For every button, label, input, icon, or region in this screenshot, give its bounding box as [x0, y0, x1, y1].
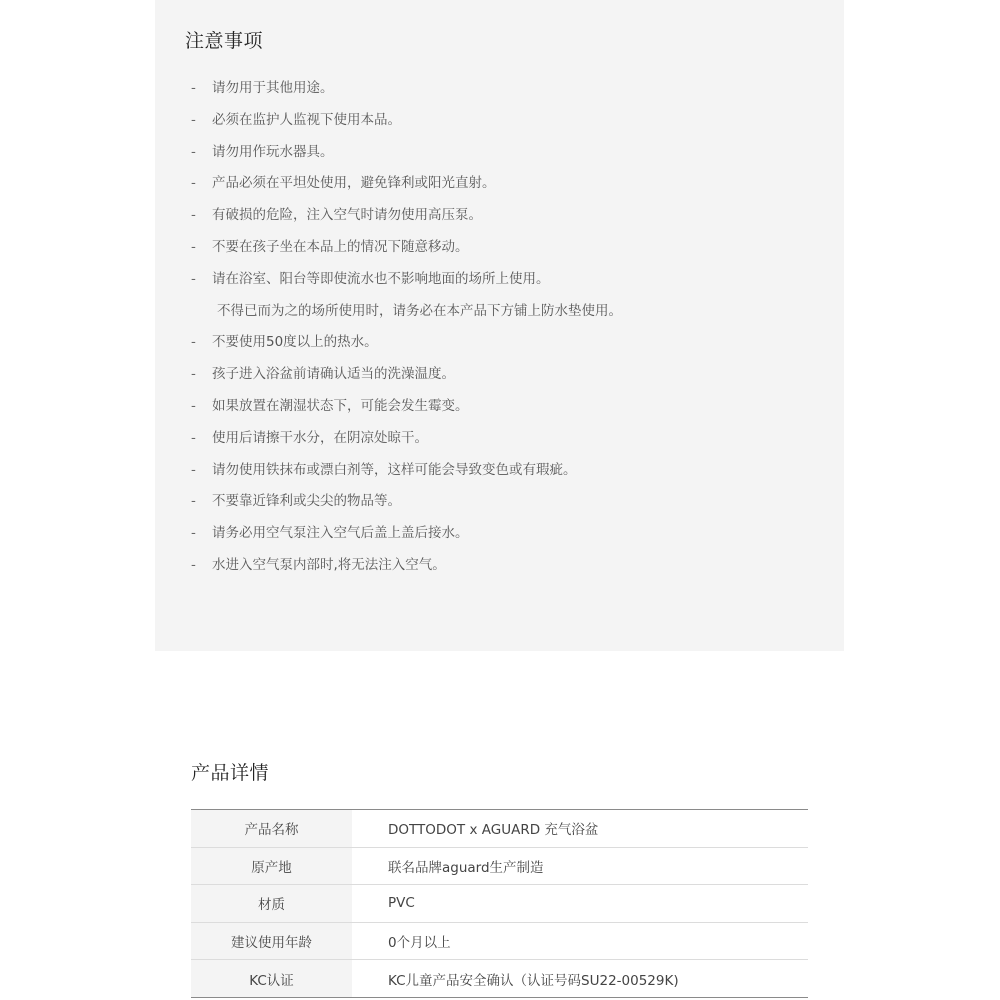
- notice-item-text: 请务必用空气泵注入空气后盖上盖后接水。: [212, 525, 469, 542]
- details-row-value: 0个月以上: [352, 922, 808, 960]
- notice-item-text: 有破损的危险，注入空气时请勿使用高压泵。: [212, 207, 482, 224]
- details-title: 产品详情: [191, 762, 270, 784]
- details-row-value: 联名品牌aguard生产制造: [352, 847, 808, 885]
- notice-item-text: 不要在孩子坐在本品上的情况下随意移动。: [212, 238, 469, 255]
- notice-item-text: 请在浴室、阳台等即使流水也不影响地面的场所上使用。: [212, 270, 550, 287]
- dash-bullet-icon: -: [191, 366, 196, 383]
- details-row-value: KC儿童产品安全确认（认证号码SU22-00529K): [352, 960, 808, 998]
- dash-bullet-icon: -: [191, 207, 196, 224]
- details-table-body: [191, 810, 808, 998]
- dash-bullet-icon: -: [191, 397, 196, 414]
- details-row-label: KC认证: [191, 960, 352, 998]
- dash-bullet-icon: -: [191, 80, 196, 96]
- dash-bullet-icon: -: [191, 525, 196, 542]
- notice-item-text: 不得已而为之的场所使用时，请务必在本产品下方铺上防水垫使用。: [217, 302, 622, 319]
- notice-item-text: 如果放置在潮湿状态下，可能会发生霉变。: [212, 397, 469, 414]
- notice-item-text: 必须在监护人监视下使用本品。: [212, 111, 401, 128]
- notice-panel: [155, 0, 844, 651]
- details-row: [191, 960, 808, 998]
- dash-bullet-icon: -: [191, 143, 196, 160]
- notice-item-text: 请勿用作玩水器具。: [212, 143, 334, 160]
- notice-item-text: 请勿用于其他用途。: [212, 80, 334, 96]
- details-row: [191, 847, 808, 885]
- details-row-label: 材质: [191, 885, 352, 923]
- details-row-value: DOTTODOT x AGUARD 充气浴盆: [388, 822, 599, 839]
- details-row-label: 原产地: [191, 847, 352, 885]
- notice-item-text: 使用后请擦干水分，在阴凉处晾干。: [212, 429, 428, 446]
- notice-item-text: 产品必须在平坦处使用，避免锋利或阳光直射。: [212, 175, 496, 192]
- notice-item-text: 水进入空气泵内部时,将无法注入空气。: [212, 556, 446, 573]
- notice-item-text: 请勿使用铁抹布或漂白剂等，这样可能会导致变色或有瑕疵。: [212, 461, 577, 478]
- notice-title: 注意事项: [185, 30, 264, 52]
- dash-bullet-icon: -: [191, 175, 196, 192]
- dash-bullet-icon: -: [191, 461, 196, 478]
- dash-bullet-icon: -: [191, 429, 196, 446]
- details-table: [191, 809, 808, 998]
- dash-bullet-icon: -: [191, 238, 196, 255]
- notice-item-text: 不要使用50度以上的热水。: [212, 334, 378, 351]
- dash-bullet-icon: -: [191, 334, 196, 351]
- dash-bullet-icon: -: [191, 556, 196, 573]
- dash-bullet-icon: -: [191, 493, 196, 510]
- details-row: [191, 810, 808, 848]
- notice-item-text: 不要靠近锋利或尖尖的物品等。: [212, 493, 401, 510]
- details-row-label: 建议使用年龄: [191, 922, 352, 960]
- details-row: [191, 885, 808, 923]
- details-row-value: PVC: [352, 885, 808, 923]
- details-row-label: 产品名称: [191, 810, 352, 848]
- dash-bullet-icon: -: [191, 111, 196, 128]
- dash-bullet-icon: -: [191, 270, 196, 287]
- details-row: [191, 922, 808, 960]
- notice-item-text: 孩子进入浴盆前请确认适当的洗澡温度。: [212, 366, 455, 383]
